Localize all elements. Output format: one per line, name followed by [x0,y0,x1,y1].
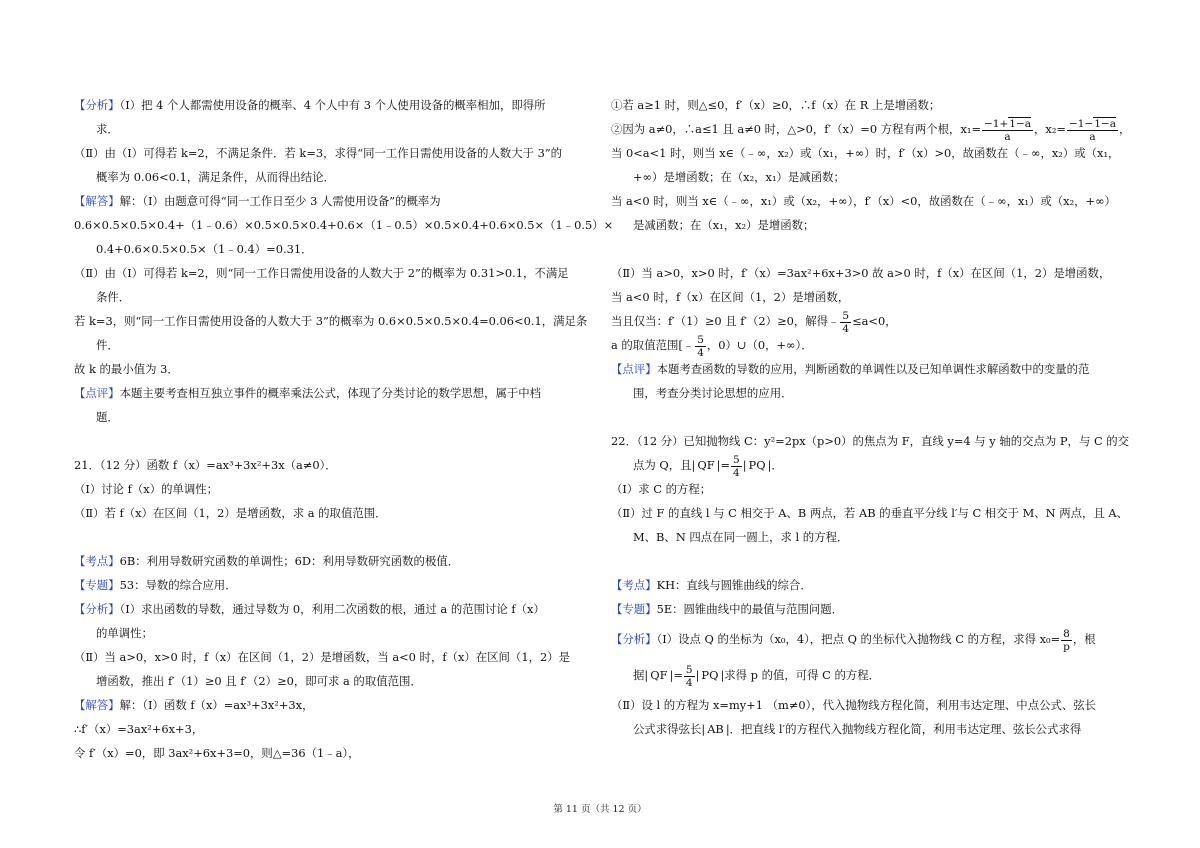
fraction-5-4: $\frac{5}{4}$ [685,663,693,689]
category-line: 【专题】53：导数的综合应用． [74,578,237,592]
chord-length-line: 公式求得弦长| AB |．把直线 l′的方程代入抛物线方程化简，利用韦达定理、弦长公式求得 [633,722,1082,736]
analysis-line: 【分析】（Ⅰ）设点 Q 的坐标为（x₀，4），把点 Q 的坐标代入抛物线 C 的方程，求得 x₀= $\frac{8}{p}$ ，根 [611,627,1096,653]
solution-tag: 【解答】 [74,194,120,208]
comment-line: 【点评】本题主要考查相互独立事件的概率乘法公式，体现了分类讨论的数学思想，属于中档 [74,386,542,400]
fraction-5-4: $\frac{5}{4}$ [842,309,850,335]
solution-line: 【解答】解：（Ⅰ）由题意可得“同一工作日至少 3 人需使用设备”的概率为 [74,194,441,208]
topic-tag: 【考点】 [74,554,120,568]
category-line: 【专题】5E：圆锥曲线中的最值与范围问题． [611,602,844,616]
problem-22-title: 22．（12 分）已知抛物线 C：y²=2px（p>0）的焦点为 F，直线 y=4 与 y 轴的交点为 P，与 C 的交 [611,434,1130,448]
fraction-5-4: $\frac{5}{4}$ [697,333,704,359]
topic-line: 【考点】6B：利用导数研究函数的单调性；6D：利用导数研究函数的极值． [74,554,460,568]
comment-tag: 【点评】 [74,386,120,400]
analysis-line: 【分析】（Ⅰ）求出函数的导数，通过导数为 0，利用二次函数的根，通过 a 的范围讨论 f（x） [74,602,545,616]
range-line: a 的取值范围[﹣ $\frac{5}{4}$ ，0）∪（0，+∞）． [611,333,813,359]
qf-relation-line: 据| QF |= $\frac{5}{4}$ | PQ |求得 p 的值，可得 C 的方程． [633,663,881,689]
fraction-5-4: $\frac{5}{4}$ [733,453,740,479]
comment-line: 【点评】本题考查函数的导数的应用，判断函数的单调性以及已知单调性求解函数中的变量的范 [611,362,1090,376]
analysis-tag: 【分析】 [611,632,657,646]
problem-21-title: 21．（12 分）函数 f（x）=ax³+3x²+3x（a≠0）． [74,458,337,472]
analysis-tag: 【分析】 [74,602,120,616]
fraction-8-p: $\frac{8}{p}$ [1063,627,1070,653]
left-column: 【分析】（Ⅰ）把 4 个人都需使用设备的概率、4 个人中有 3 个人使用设备的概率相加，即得所 求． （Ⅱ）由（Ⅰ）可得若 k=2，不满足条件．若 k=3，求得“同一工作日需使用设备的人数大于 3”的 概率为 0.06<0.1，满足条件，从而得出结论． 【解答】解：（Ⅰ）由题意可得“同一工作日至少 3 人需使用设备”的概率为 0.6×0.5×0.5×0.4+（1﹣0.6）×0.5×0.5×0.4+0.6×（1﹣0.5）×0.5×0.4+0.6×0.5×（1﹣0.5）× 0.4+0.6×0.5×0.5×（1﹣0.4）=0.31． （Ⅱ）由（Ⅰ）可得若 k=2，则“同一工作日需使用设备的人数大于 2”的概率为 0.31>0.1，不满足 条件． 若 k=3，则“同一工作日需使用设备的人数大于 3”的概率为 0.6×0.5×0.5×0.4=0.06<0.1，满足条 件． 故 k 的最小值为 3． 【点评】本题主要考查相互独立事件的概率乘法公式，体现了分类讨论的数学思想，属于中档 题． 21．（12 分）函数 f（x）=ax³+3x²+3x（a≠0）． （Ⅰ）讨论 f（x）的单调性； （Ⅱ）若 f（x）在区间（1，2）是增函数，求 a 的取值范围． 【考点】6B：利用导数研究函数的单调性；6D：利用导数研究函数的极值． 【专题】53：导数的综合应用． 【分析】（Ⅰ）求出函数的导数，通过导数为 0，利用二次函数的根，通过 a 的范围讨论 f（x） 的单调性； （Ⅱ）当 a>0，x>0 时，f（x）在区间（1，2）是增函数，当 a<0 时，f（x）在区间（1，2）是 增函数，推出 f′（1）≥0 且 f′（2）≥0，即可求 a 的取值范围． 【解答】解：（Ⅰ）函数 f（x）=ax³+3x²+3x， ∴f′（x）=3ax²+6x+3， 令 f′（x）=0，即 3ax²+6x+3=0，则△=36（1﹣a）， [74,93,594,765]
topic-tag: 【考点】 [611,578,657,592]
root-x2-fraction: $\frac{-1-1-a}{a}$ [1068,117,1116,143]
category-tag: 【专题】 [611,602,657,616]
qf-condition-line: 点为 Q，且| QF |= $\frac{5}{4}$ | PQ |． [633,453,783,479]
solution-line: 【解答】解：（Ⅰ）函数 f（x）=ax³+3x²+3x， [74,698,314,712]
condition-line: 当且仅当：f′（1）≥0 且 f′（2）≥0，解得﹣ $\frac{5}{4}$ ≤a<0， [611,309,897,335]
page-footer: 第 11 页（共 12 页） [553,804,647,815]
analysis-line: 【分析】（Ⅰ）把 4 个人都需使用设备的概率、4 个人中有 3 个人使用设备的概率相加，即得所 [74,98,546,112]
topic-line: 【考点】KH：直线与圆锥曲线的综合． [611,578,812,592]
roots-line: ②因为 a≠0，∴a≤1 且 a≠0 时，△>0，f′（x）=0 方程有两个根，x₁= $\frac{-1+1-a}{a}$ ，x₂= $\frac{-1-1-a}{a}$ ， [611,117,1131,143]
comment-tag: 【点评】 [611,362,657,376]
solution-tag: 【解答】 [74,698,120,712]
right-column: ①若 a≥1 时，则△≤0，f′（x）≥0，∴f（x）在 R 上是增函数； ②因为 a≠0，∴a≤1 且 a≠0 时，△>0，f′（x）=0 方程有两个根，x₁= $\frac{-1+1-a}{a}$ ，x₂= $\frac{-1-1-a}{a}$ ， 当 0<a<1 时，则当 x∈（﹣∞，x₂）或（x₁，+∞）时，f′（x）>0，故函数在（﹣∞，x₂）或（x₁， +∞）是增函数；在（x₂，x₁）是减函数； 当 a<0 时，则当 x∈（﹣∞，x₁）或（x₂，+∞），f′（x）<0，故函数在（﹣∞，x₁）或（x₂，+∞） 是减函数；在（x₁，x₂）是增函数； （Ⅱ）当 a>0，x>0 时，f′（x）=3ax²+6x+3>0 故 a>0 时，f（x）在区间（1，2）是增函数， 当 a<0 时，f（x）在区间（1，2）是增函数， 当且仅当：f′（1）≥0 且 f′（2）≥0，解得﹣ $\frac{5}{4}$ ≤a<0， a 的取值范围[﹣ $\frac{5}{4}$ ，0）∪（0，+∞）． 【点评】本题考查函数的导数的应用，判断函数的单调性以及已知单调性求解函数中的变量的范 围，考查分类讨论思想的应用． 22．（12 分）已知抛物线 C：y²=2px（p>0）的焦点为 F，直线 y=4 与 y 轴的交点为 P，与 C 的交 点为 Q，且| QF |= $\frac{5}{4}$ | PQ |． （Ⅰ）求 C 的方程； （Ⅱ）过 F 的直线 l 与 C 相交于 A、B 两点，若 AB 的垂直平分线 l′与 C 相交于 M、N 两点，且 A、 M、B、N 四点在同一圆上，求 l 的方程． 【考点】KH：直线与圆锥曲线的综合． 【专题】5E：圆锥曲线中的最值与范围问题． 【分析】（Ⅰ）设点 Q 的坐标为（x₀，4），把点 Q 的坐标代入抛物线 C 的方程，求得 x₀= $\frac{8}{p}$ ，根 据| QF |= $\frac{5}{4}$ | PQ |求得 p 的值，可得 C 的方程． （Ⅱ）设 l 的方程为 x=my+1 （m≠0），代入抛物线方程化简，利用韦达定理、中点公式、弦长 公式求得弦长| AB |．把直线 l′的方程代入抛物线方程化简，利用韦达定理、弦长公式求得 [611,93,1131,741]
root-x1-fraction: $\frac{-1+1-a}{a}$ [984,117,1032,143]
analysis-tag: 【分析】 [74,98,120,112]
category-tag: 【专题】 [74,578,120,592]
